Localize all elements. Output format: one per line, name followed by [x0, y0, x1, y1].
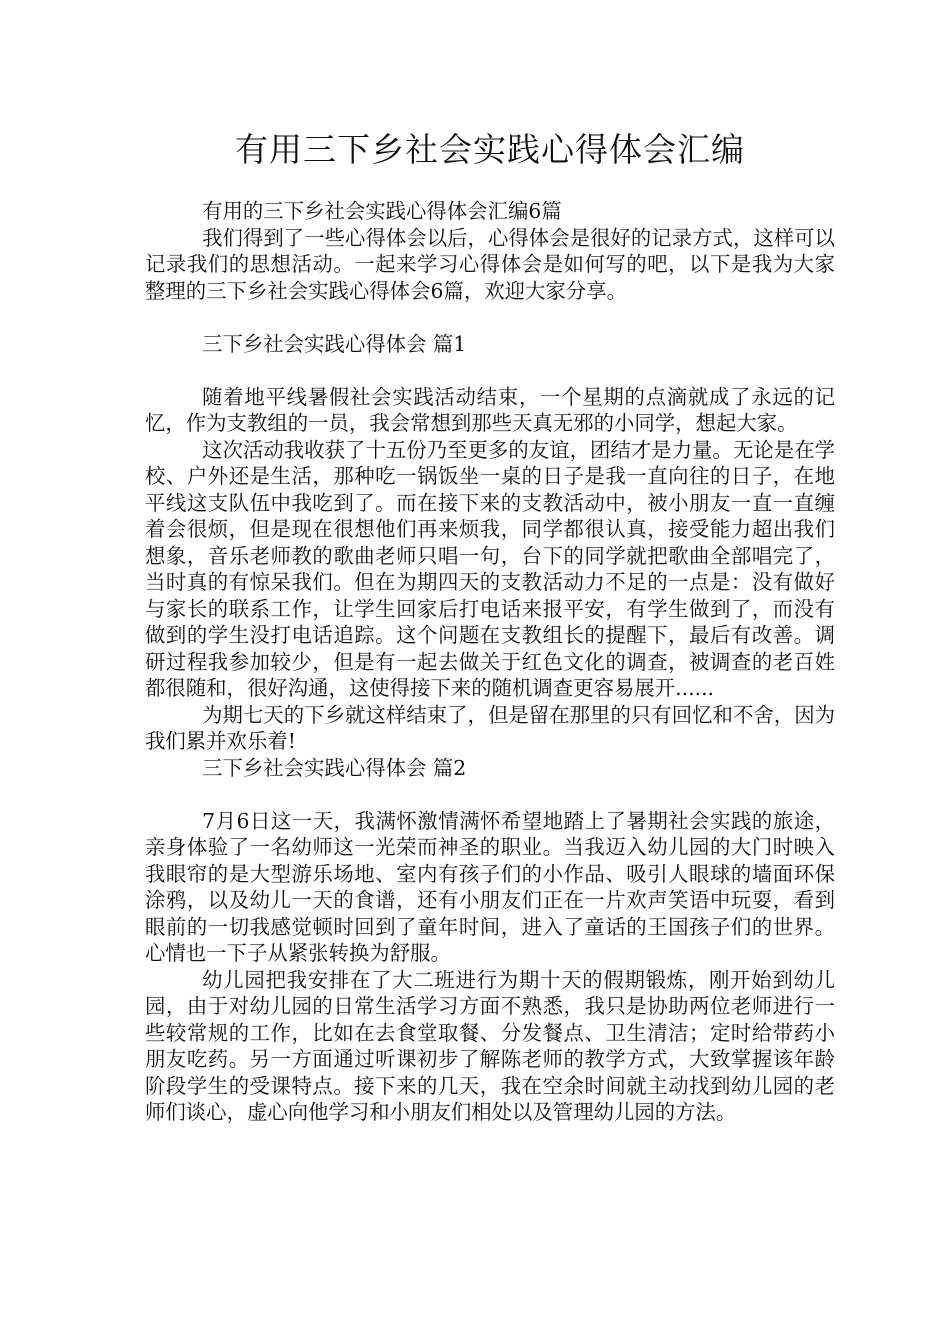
- section-heading-1: 三下乡社会实践心得体会 篇1: [202, 331, 467, 356]
- document-page: [145, 0, 835, 1126]
- document-subtitle: 有用的三下乡社会实践心得体会汇编6篇: [202, 199, 562, 223]
- section-heading-2: 三下乡社会实践心得体会 篇2: [202, 755, 467, 780]
- section1-paragraph: 这次活动我收获了十五份乃至更多的友谊，团结才是力量。无论是在学校、户外还是生活，那种吃一锅饭坐一桌的日子是我一直向往的日子，在地平线这支队伍中我吃到了。而在接下来的支教活动中，被小朋友一直一直缠着会很烦，但是现在很想他们再来烦我，同学都很认真，接受能力超出我们想象，音乐老师教的歌曲老师只唱一句，台下的同学就把歌曲全部唱完了，当时真的有惊呆我们。但在为期四天的支教活动力不足的一点是：没有做好与家长的联系工作，让学生回家后打电话来报平安，有学生做到了，而没有做到的学生没打电话追踪。这个问题在支教组长的提醒下，最后有改善。调研过程我参加较少，但是有一起去做关于红色文化的调查，被调查的老百姓都很随和，很好沟通，这使得接下来的随机调查更容易展开......: [145, 437, 835, 700]
- section1-paragraph: 随着地平线暑假社会实践活动结束，一个星期的点滴就成了永远的记忆，作为支教组的一员，我会常想到那些天真无邪的小同学，想起大家。: [145, 384, 835, 435]
- blank-line: [145, 357, 835, 384]
- blank-line: [145, 781, 835, 808]
- document-body: [145, 198, 835, 1126]
- intro-paragraph: 我们得到了一些心得体会以后，心得体会是很好的记录方式，这样可以记录我们的思想活动。一起来学习心得体会是如何写的吧，以下是我为大家整理的三下乡社会实践心得体会6篇，欢迎大家分享。: [145, 225, 835, 303]
- blank-line: [145, 304, 835, 331]
- section1-paragraph: 为期七天的下乡就这样结束了，但是留在那里的只有回忆和不舍，因为我们累并欢乐着!: [145, 702, 835, 753]
- section2-paragraph: 幼儿园把我安排在了大二班进行为期十天的假期锻炼，刚开始到幼儿园，由于对幼儿园的日常生活学习方面不熟悉，我只是协助两位老师进行一些较常规的工作，比如在去食堂取餐、分发餐点、卫生清洁；定时给带药小朋友吃药。另一方面通过听课初步了解陈老师的教学方式，大致掌握该年龄阶段学生的受课特点。接下来的几天，我在空余时间就主动找到幼儿园的老师们谈心，虚心向他学习和小朋友们相处以及管理幼儿园的方法。: [145, 967, 835, 1124]
- document-title: 有用三下乡社会实践心得体会汇编: [235, 130, 745, 169]
- section2-paragraph: 7月6日这一天，我满怀激情满怀希望地踏上了暑期社会实践的旅途，亲身体验了一名幼师这一光荣而神圣的职业。当我迈入幼儿园的大门时映入我眼帘的是大型游乐场地、室内有孩子们的小作品、吸引人眼球的墙面环保涂鸦，以及幼儿一天的食谱，还有小朋友们正在一片欢声笑语中玩耍，看到眼前的一切我感觉顿时回到了童年时间，进入了童话的王国孩子们的世界。心情也一下子从紧张转换为舒服。: [145, 808, 835, 965]
